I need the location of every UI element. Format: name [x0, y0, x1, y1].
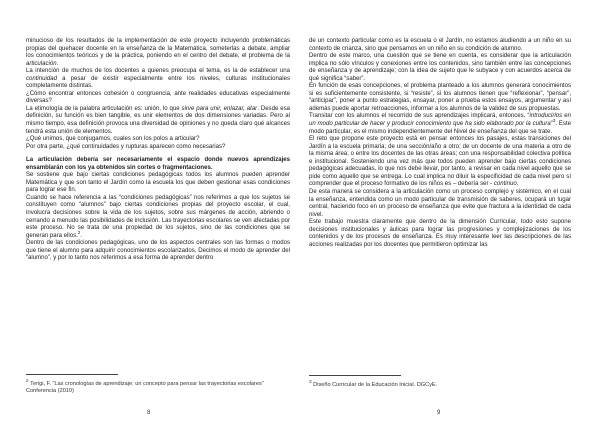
paragraph: Cuando se hace referencia a las “condiciones pedagógicas” nos referimos a que los sujetos se constituyen como “alumnos” bajo ciertas condiciones propias del proyecto escolar, el cual, involucra decisiones sobre la vida de los sujetos, sobre sus márgenes de acción, abriendo o cerrando a menudo las posibilidades de inclusión. Las trayectorias escolares se ven afectadas por este proceso. No se trata de una propiedad de los sujetos, sino de las condiciones que se generan para ellos.$^2$. [26, 194, 290, 239]
paragraph: De esta manera se considera a la articulación como un proceso complejo y sistémico, en el cual la enseñanza, entendida como un modo particular de transmisión de saberes, ocupará un lugar central, haciendo foco en un proceso de enseñanza que evite que fractura a la identidad de cada nivel. [309, 188, 571, 218]
section-heading: La articulación debería ser necesariamente el espacio donde nuevos aprendizajes ensamblarán con los ya obtenidos sin cortes o fragmentaciones. [26, 157, 290, 171]
paragraph: Se sostiene que bajo ciertas condiciones pedagógicas todos los alumnos pueden aprender Matemática y que son tanto el Jardín como la escuela los que deben gestionar esas condiciones para lograr ese fin. [26, 172, 290, 194]
footnote-rule [26, 374, 118, 375]
paragraph: ¿Cómo encontrar entonces cohesión o congruencia, ante realidades educativas especialmente diversas? [26, 90, 290, 105]
paragraph: En función de esas concepciones, el problema planteado a los alumnos generará conocimientos si es suficientemente consistente, si “resiste”, si los alumnos tienen que “reflexionar”, “pensar”, “anticipar”, poner a punto estrategias, ensayar, poner a prueba estos ensayos, argumentar y así además puede aportar retroacciones, informar a los alumnos de la validez de sus propuestas. [309, 83, 571, 112]
paragraph: Por otra parte, ¿qué continuidades y rupturas aparecen como necesarias? [26, 143, 226, 150]
paragraph: La etimología de la palabra articulación es: unión, lo que sirve para unir, enlazar, atar. Desde esa definición, su función es bien tangible, es unir elementos de dos dimensiones variadas. Pero al mismo tiempo, esa definición provoca una diversidad de opiniones y no queda claro qué alcances tendrá esta unión de elementos. [26, 105, 290, 135]
footnote: $^3$ Diseño Curricular de la Educación Inicial. DGCyE. [309, 379, 438, 388]
footnote-ref: 3 [552, 118, 556, 124]
footnote-ref: 2 [77, 229, 81, 235]
paragraph: La intención de muchos de los docentes a quienes preocupa el tema, es la de establecer una continuidad a pesar de existir especialmente entre los niveles, culturas institucionales completamente distintas. [26, 68, 290, 90]
paragraph: de un contexto particular como es la escuela o el Jardín, no estamos aludiendo a un niño en su contexto de crianza, sino que pensamos en un niño en su condición de alumno. [309, 38, 571, 52]
paragraph: Dentro de las condiciones pedagógicas, uno de los aspectos centrales son las formas o modos que tiene el alumno para adquirir conocimientos escolarizados. Decimos el modo de aprender del “alumno”, y por lo tanto nos referimos a esa forma de aprender dentro [26, 240, 290, 262]
paragraph: Transitar con los alumnos el recorrido de sus aprendizajes implicará, entonces, “introducirlos en un modo particular de hacer y producir conocimiento que ha sido elaborado por la cultura”$^3$. Este modo particular, es el mismo independientemente del Nivel de enseñanza del que se trate. [309, 113, 571, 135]
paragraph: Este trabajo muestra claramente que dentro de la dimensión Curricular, todo esto supone decisiones institucionales y áulicas para lograr las progresiones y complejizaciones de los contenidos y de los procesos de enseñanza. Es muy interesante leer las descripciones de las acciones realizadas por los docentes que permitieron optimizar las [309, 219, 571, 248]
paragraph: El reto que propone este proyecto está en pensar entonces los pasajes, estas transiciones del Jardín a la escuela primaria; de una sección/año a otro; de un docente de una materia a otro de la misma área; o entre los docentes de las otras áreas; con una responsabilidad colectiva política e institucional. Sosteniendo una vez más que todos pueden aprender bajo ciertas condiciones pedagógicas adecuadas, lo que nos debe llevar, por tanto, a revisar en cada nivel aquello que se pide como aquello que se entrega. Lo cual implica no diluir la especificidad de cada nivel pero sí comprender que el proceso formativo de los niños es – debería ser - continuo. [309, 136, 571, 188]
paragraph: minucioso de los resultados de la implementación de este proyecto incluyendo problemáticas propias del quehacer docente en la enseñanza de la Matemática, someterlas a debate, ampliar los conocimientos teóricos y de la práctica, poniendo en el centro del debate, el problema de la articulación. [26, 38, 290, 67]
left-page-body [26, 38, 290, 263]
right-page-body [309, 38, 571, 249]
paragraph: Dentro de este marco, una cuestión que se tiene en cuenta, es considerar que la articulación implica no sólo vínculos y conexiones entre los contenidos, sino también entre las concepciones de enseñanza y de aprendizaje; con la idea de sujeto que le subyace y con acuerdos acerca de qué significa “saber”. [309, 53, 571, 82]
left-page [26, 38, 290, 395]
right-page [309, 38, 571, 390]
paragraph: ¿Qué unimos, que conjugamos, cuales son los polos a articular? [26, 136, 200, 143]
page-number-right: 9 [437, 410, 441, 416]
page-number-left: 8 [147, 410, 151, 416]
footnote: $^2$ Terigi, F. “Las cronologías de aprendizaje: un concepto para pensar las trayectorias escolares” Conferencia (2010) [26, 378, 264, 395]
footnote-rule [309, 375, 401, 376]
